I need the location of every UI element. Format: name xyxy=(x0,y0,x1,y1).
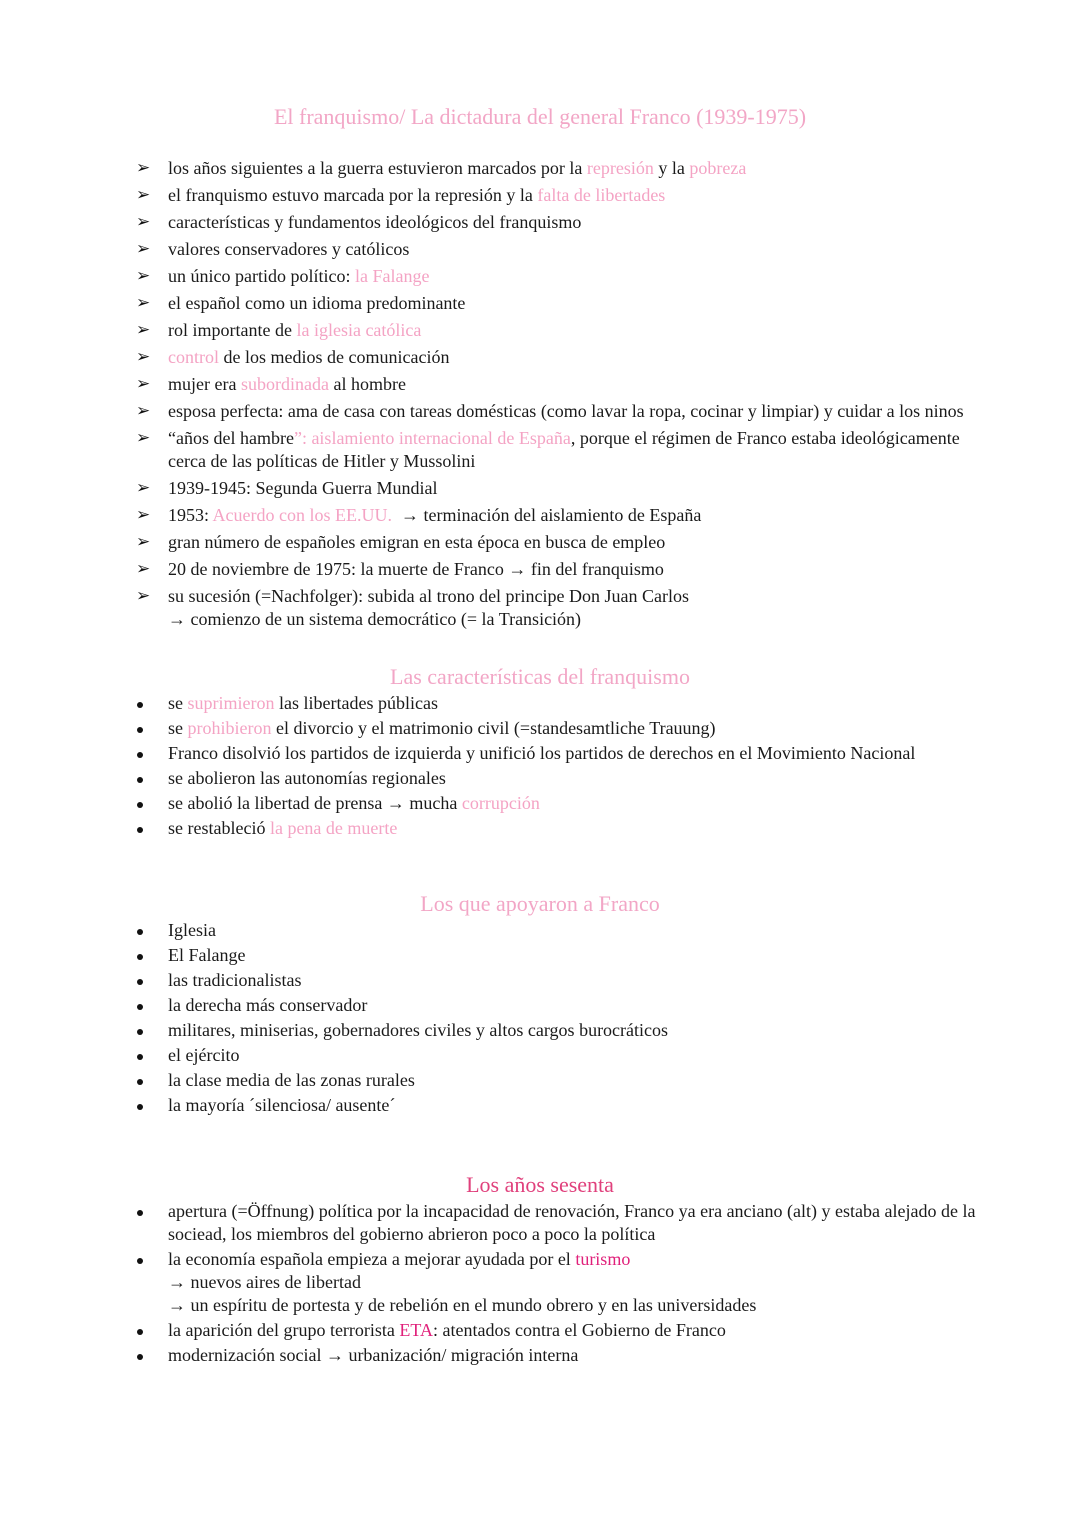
list-item xyxy=(0,477,1080,500)
section-title-franquismo: El franquismo/ La dictadura del general Franco (1939-1975) xyxy=(273,104,807,129)
item-text: esposa perfecta: ama de casa con tareas domésticas (como lavar la ropa, cocinar y limpiar) y cuidar a los ninos xyxy=(168,401,964,421)
item-text: la mayoría ´silenciosa/ ausente´ xyxy=(168,1095,396,1115)
item-text: el español como un idioma predominante xyxy=(168,293,466,313)
list-item xyxy=(0,531,1080,554)
item-text: los años siguientes a la guerra estuvieron marcados por la xyxy=(168,158,587,178)
list-item xyxy=(0,211,1080,234)
bullet-dot-icon xyxy=(137,929,143,935)
item-text: militares, miniserias, gobernadores civiles y altos cargos burocráticos xyxy=(168,1020,669,1040)
item-text: la clase media de las zonas rurales xyxy=(168,1070,415,1090)
item-text: → un espíritu de portesta y de rebelión en el mundo obrero y en las universidades xyxy=(168,1295,757,1315)
arrowhead-bullet-icon: ➢ xyxy=(136,428,151,448)
list-franquismo xyxy=(0,157,1080,635)
item-text: 20 de noviembre de 1975: la muerte de Franco → fin del franquismo xyxy=(168,559,664,579)
list-item xyxy=(0,292,1080,315)
list-item xyxy=(0,692,1080,715)
list-item xyxy=(0,717,1080,740)
item-text: apertura (=Öffnung) política por la incapacidad de renovación, Franco ya era anciano (alt) y estaba alejado de la sociead, los miembros del gobierno abrieron poco a poco la política xyxy=(168,1201,980,1244)
list-item xyxy=(0,184,1080,207)
item-text: modernización social → urbanización/ migración interna xyxy=(168,1345,579,1365)
list-item xyxy=(0,585,1080,631)
bullet-dot-icon xyxy=(137,1054,143,1060)
item-text: valores conservadores y católicos xyxy=(168,239,410,259)
item-text: la aparición del grupo terrorista xyxy=(168,1320,400,1340)
arrowhead-bullet-icon: ➢ xyxy=(136,158,151,178)
list-item xyxy=(0,994,1080,1017)
arrowhead-bullet-icon: ➢ xyxy=(136,320,151,340)
arrowhead-bullet-icon: ➢ xyxy=(136,401,151,421)
item-text: : atentados contra el Gobierno de Franco xyxy=(432,1320,726,1340)
item-text: se xyxy=(168,693,188,713)
item-text: mujer era xyxy=(168,374,241,394)
item-text: Franco disolvió los partidos de izquierda y unifició los partidos de derechos en el Movimiento Nacional xyxy=(168,743,916,763)
item-text: se xyxy=(168,718,188,738)
list-caracteristicas xyxy=(0,692,1080,842)
item-text: las tradicionalistas xyxy=(168,970,302,990)
highlighted-term: la Falange xyxy=(354,266,430,286)
bullet-dot-icon xyxy=(137,954,143,960)
arrowhead-bullet-icon: ➢ xyxy=(136,347,151,367)
bullet-dot-icon xyxy=(137,979,143,985)
list-item xyxy=(0,792,1080,815)
item-text: el franquismo estuvo marcada por la represión y la xyxy=(168,185,538,205)
arrowhead-bullet-icon: ➢ xyxy=(136,212,151,232)
list-item xyxy=(0,1044,1080,1067)
item-text: características y fundamentos ideológicos del franquismo xyxy=(168,212,582,232)
list-item xyxy=(0,1200,1080,1246)
highlighted-term: corrupción xyxy=(461,793,540,813)
item-text: El Falange xyxy=(168,945,246,965)
list-item xyxy=(0,427,1080,473)
item-text: la economía española empieza a mejorar ayudada por el xyxy=(168,1249,576,1269)
arrowhead-bullet-icon: ➢ xyxy=(136,478,151,498)
list-item xyxy=(0,1069,1080,1092)
item-text: rol importante de xyxy=(168,320,297,340)
list-item xyxy=(0,1344,1080,1367)
list-anos-sesenta xyxy=(0,1200,1080,1369)
list-item xyxy=(0,919,1080,942)
list-item xyxy=(0,817,1080,840)
bullet-dot-icon xyxy=(137,752,143,758)
arrowhead-bullet-icon: ➢ xyxy=(136,374,151,394)
bullet-dot-icon xyxy=(137,1029,143,1035)
section-title-apoyaron: Los que apoyaron a Franco xyxy=(420,891,660,916)
list-item xyxy=(0,1094,1080,1117)
item-text: 1939-1945: Segunda Guerra Mundial xyxy=(168,478,438,498)
list-item xyxy=(0,767,1080,790)
list-item xyxy=(0,346,1080,369)
item-text: el ejército xyxy=(168,1045,240,1065)
item-text: gran número de españoles emigran en esta época en busca de empleo xyxy=(168,532,666,552)
list-item xyxy=(0,319,1080,342)
highlighted-term: Acuerdo con los EE.UU. xyxy=(212,505,392,525)
list-item xyxy=(0,1019,1080,1042)
highlighted-term: ”: aislamiento internacional de España xyxy=(293,428,571,448)
highlighted-term: turismo xyxy=(575,1249,631,1269)
item-text: se abolieron las autonomías regionales xyxy=(168,768,446,788)
item-text: al hombre xyxy=(328,374,406,394)
item-text: un único partido político: xyxy=(168,266,355,286)
arrowhead-bullet-icon: ➢ xyxy=(136,185,151,205)
arrowhead-bullet-icon: ➢ xyxy=(136,293,151,313)
item-text: → comienzo de un sistema democrático (= la Transición) xyxy=(168,609,582,629)
list-item xyxy=(0,944,1080,967)
item-text: su sucesión (=Nachfolger): subida al trono del principe Don Juan Carlos xyxy=(168,586,690,606)
bullet-dot-icon xyxy=(137,827,143,833)
item-text: las libertades públicas xyxy=(274,693,438,713)
arrowhead-bullet-icon: ➢ xyxy=(136,505,151,525)
list-item xyxy=(0,265,1080,288)
bullet-dot-icon xyxy=(137,727,143,733)
list-item xyxy=(0,504,1080,527)
list-item xyxy=(0,157,1080,180)
arrowhead-bullet-icon: ➢ xyxy=(136,532,151,552)
item-text: “años del hambre xyxy=(168,428,294,448)
item-text: de los medios de comunicación xyxy=(219,347,450,367)
list-item xyxy=(0,238,1080,261)
highlighted-term: ETA xyxy=(399,1320,433,1340)
item-text: Iglesia xyxy=(168,920,216,940)
list-item xyxy=(0,969,1080,992)
list-item xyxy=(0,1248,1080,1317)
list-item xyxy=(0,373,1080,396)
highlighted-term: control xyxy=(168,347,219,367)
arrowhead-bullet-icon: ➢ xyxy=(136,586,151,606)
bullet-dot-icon xyxy=(137,702,143,708)
highlighted-term: suprimieron xyxy=(187,693,275,713)
list-item xyxy=(0,400,1080,423)
arrowhead-bullet-icon: ➢ xyxy=(136,559,151,579)
item-text: , porque el régimen de Franco estaba ideológicamente cerca de las políticas de Hitler y Mussolini xyxy=(168,428,965,471)
bullet-dot-icon xyxy=(137,1354,143,1360)
item-text: el divorcio y el matrimonio civil (=standesamtliche Trauung) xyxy=(271,718,716,738)
highlighted-term: represión xyxy=(586,158,654,178)
bullet-dot-icon xyxy=(137,1210,143,1216)
bullet-dot-icon xyxy=(137,1329,143,1335)
highlighted-term: subordinada xyxy=(240,374,329,394)
bullet-dot-icon xyxy=(137,1258,143,1264)
section-title-anos-sesenta: Los años sesenta xyxy=(466,1172,614,1197)
bullet-dot-icon xyxy=(137,1079,143,1085)
item-text: → nuevos aires de libertad xyxy=(168,1272,361,1292)
bullet-dot-icon xyxy=(137,802,143,808)
list-item xyxy=(0,558,1080,581)
highlighted-term: pobreza xyxy=(689,158,747,178)
item-text: 1953: xyxy=(168,505,213,525)
highlighted-term: prohibieron xyxy=(187,718,272,738)
bullet-dot-icon xyxy=(137,777,143,783)
section-title-caracteristicas: Las características del franquismo xyxy=(390,664,690,689)
item-text: → terminación del aislamiento de España xyxy=(391,505,702,525)
highlighted-term: la pena de muerte xyxy=(269,818,398,838)
list-apoyaron xyxy=(0,919,1080,1119)
item-text: la derecha más conservador xyxy=(168,995,368,1015)
item-text: y la xyxy=(653,158,690,178)
list-item xyxy=(0,1319,1080,1342)
highlighted-term: la iglesia católica xyxy=(296,320,422,340)
arrowhead-bullet-icon: ➢ xyxy=(136,266,151,286)
bullet-dot-icon xyxy=(137,1104,143,1110)
bullet-dot-icon xyxy=(137,1004,143,1010)
list-item xyxy=(0,742,1080,765)
highlighted-term: falta de libertades xyxy=(537,185,666,205)
item-text: se abolió la libertad de prensa → mucha xyxy=(168,793,462,813)
arrowhead-bullet-icon: ➢ xyxy=(136,239,151,259)
item-text: se restableció xyxy=(168,818,270,838)
